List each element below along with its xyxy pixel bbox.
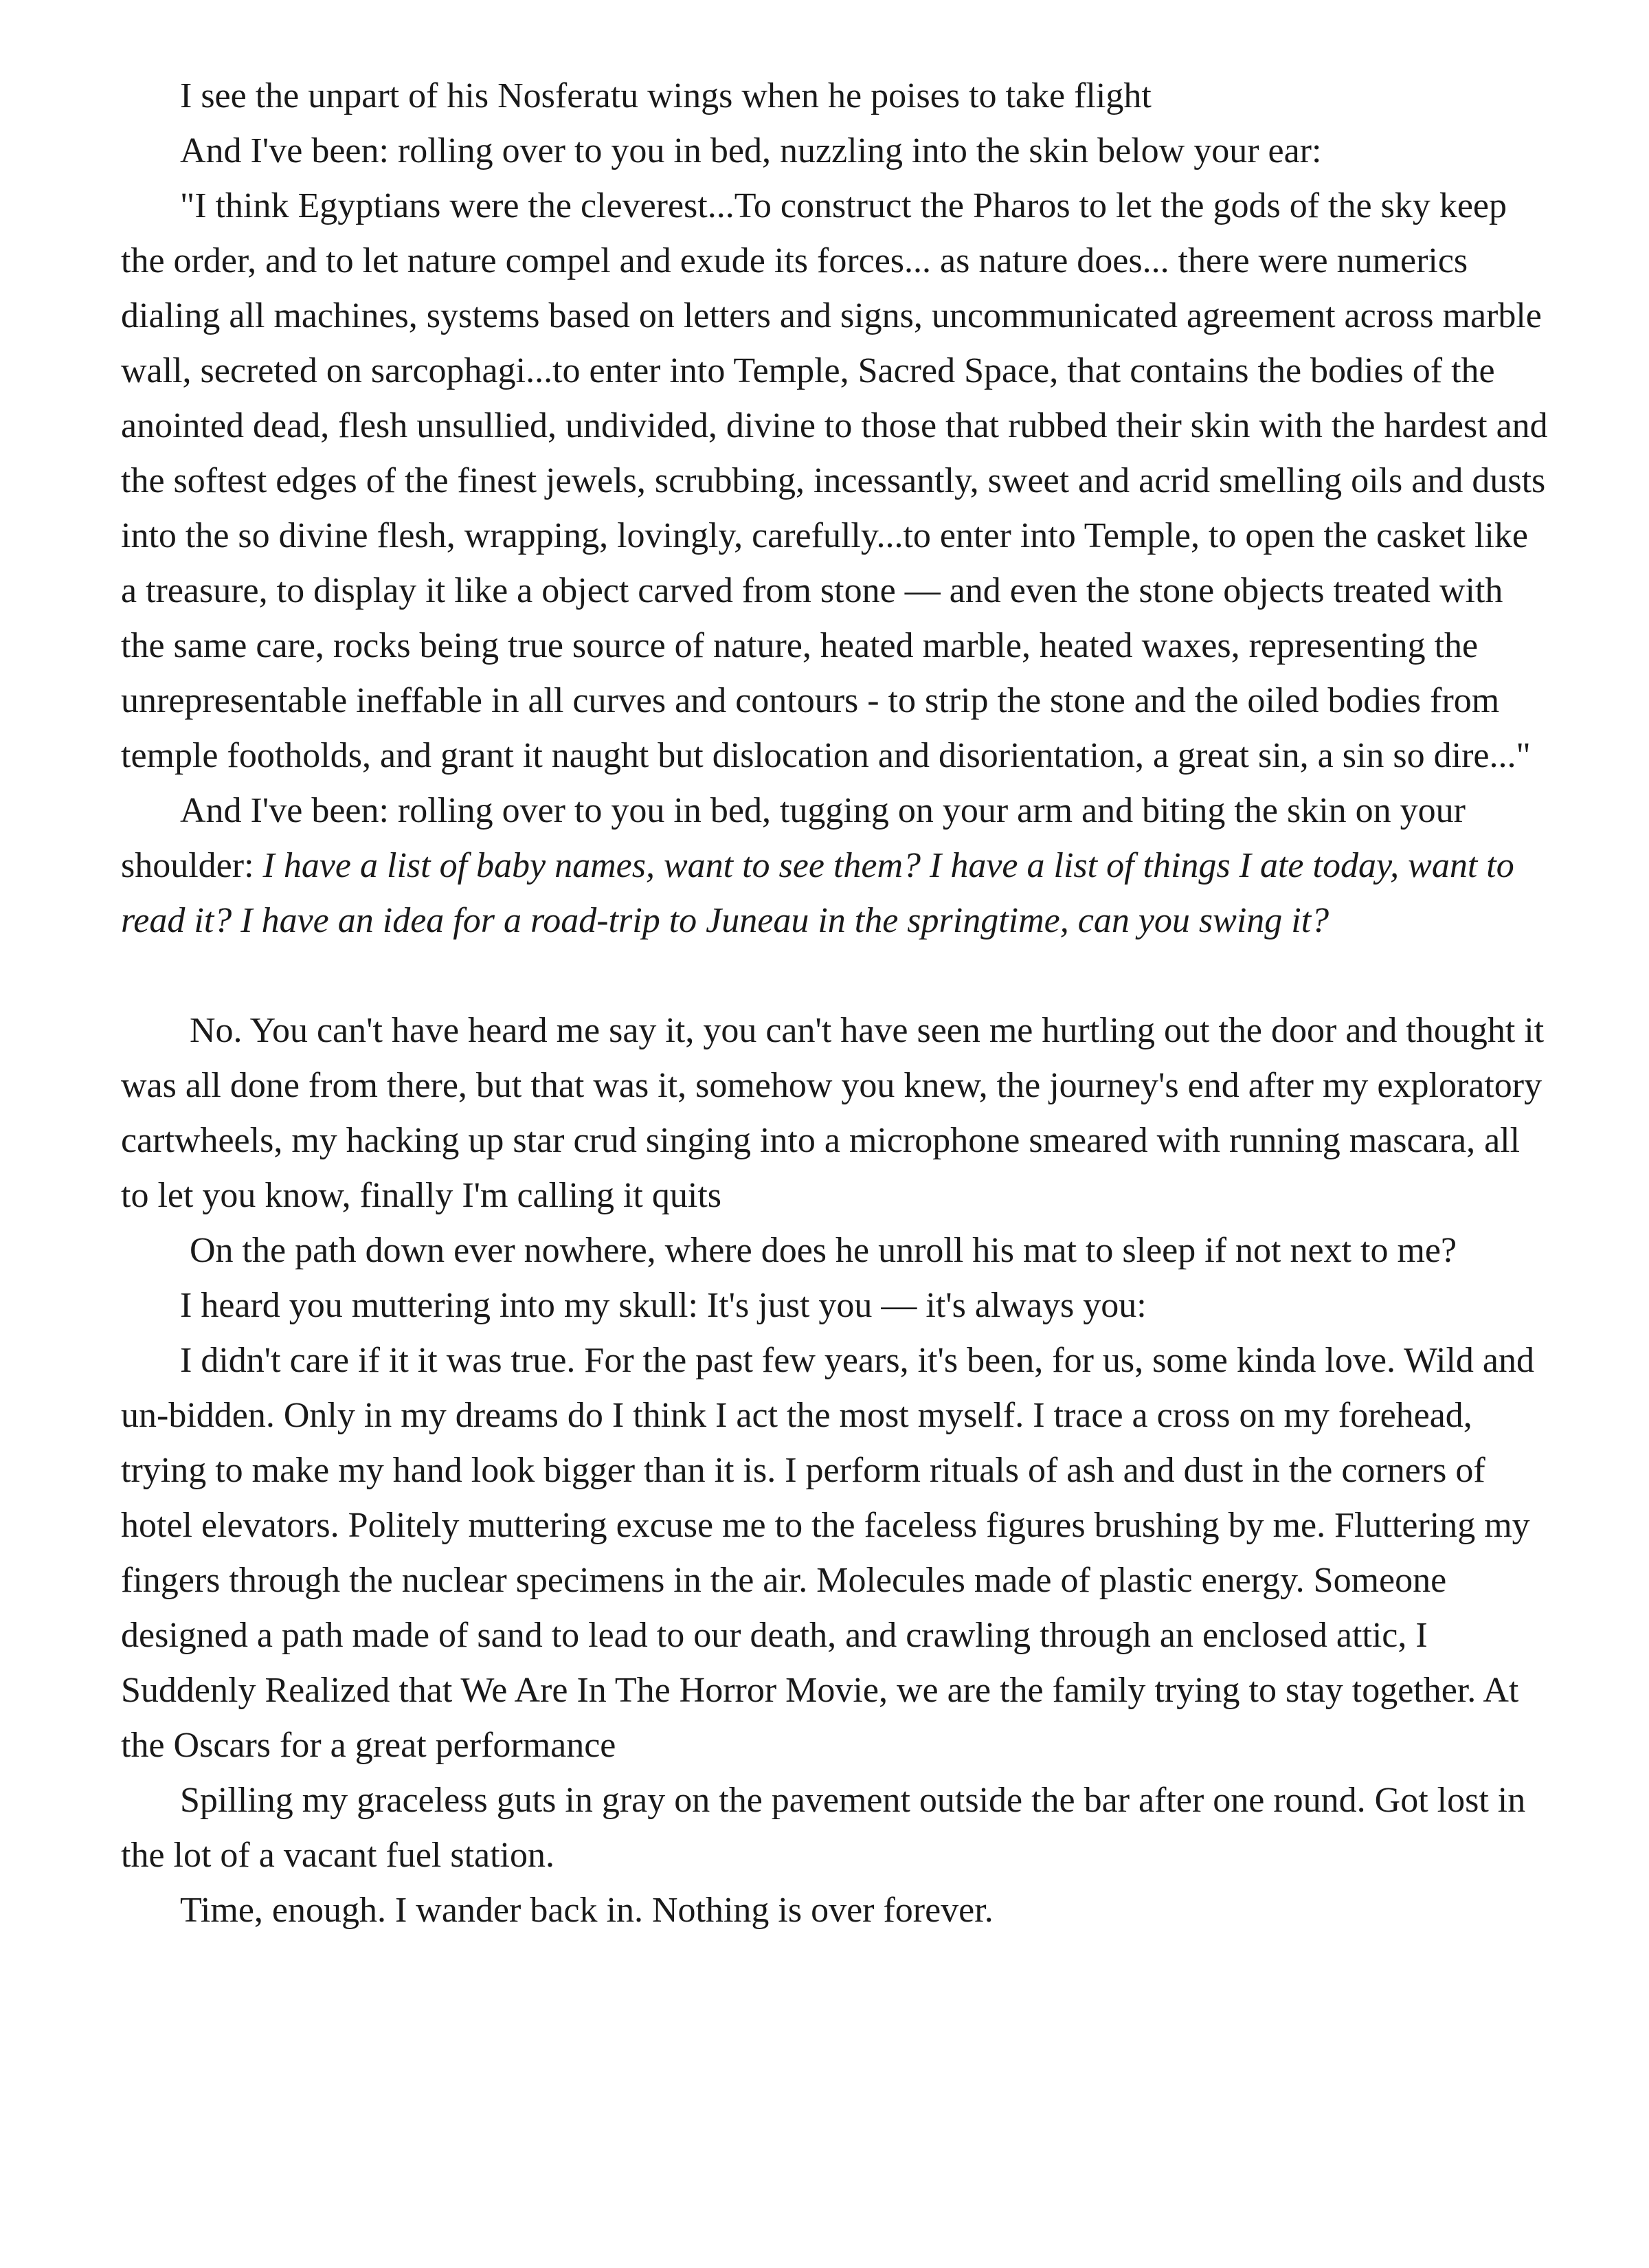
paragraph: No. You can't have heard me say it, you can't have seen me hurtling out the door and thought it was all done from there, but that was it, somehow you knew, the journey's end after my exploratory cartwheels, my hacking up star crud singing into a microphone smeared with running mascara, all to let you know, finally I'm calling it quits (121, 1011, 1545, 1215)
paragraph: I heard you muttering into my skull: It's just you — it's always you: (180, 1286, 1147, 1325)
paragraph: I see the unpart of his Nosferatu wings when he poises to take flight (180, 76, 1152, 115)
blank-line (121, 948, 1550, 1003)
paragraph: I didn't care if it it was true. For the past few years, it's been, for us, some kinda love. Wild and un-bidden. Only in my dreams do I think I act the most myself. I trace a cross on my forehead, trying to make my hand look bigger than it is. I perform rituals of ash and dust in the corners of hotel elevators. Politely muttering excuse me to the faceless figures brushing by me. Fluttering my fingers through the nuclear specimens in the air. Molecules made of plastic energy. Someone designed a path made of sand to lead to our death, and crawling through an enclosed attic, I Suddenly Realized that We Are In The Horror Movie, we are the family trying to stay together. At the Oscars for a great performance (121, 1341, 1534, 1765)
paragraph-roman-text: And I've been: rolling over to you in bed, tugging on your arm and biting the skin on your shoulder: (121, 791, 1466, 885)
paragraph: And I've been: rolling over to you in bed, nuzzling into the skin below your ear: (180, 131, 1322, 170)
paragraph: On the path down ever nowhere, where does he unroll his mat to sleep if not next to me? (190, 1231, 1457, 1270)
document-page (121, 69, 1550, 1938)
paragraph: Time, enough. I wander back in. Nothing is over forever. (180, 1891, 994, 1930)
paragraph (121, 783, 1550, 948)
paragraph: Spilling my graceless guts in gray on the pavement outside the bar after one round. Got lost in the lot of a vacant fuel station. (121, 1781, 1526, 1875)
paragraph-italic-text: I have a list of baby names, want to see them? I have a list of things I ate today, want to read it? I have an idea for a road-trip to Juneau in the springtime, can you swing it? (121, 846, 1514, 940)
paragraph: "I think Egyptians were the cleverest...To construct the Pharos to let the gods of the sky keep the order, and to let nature compel and exude its forces... as nature does... there were numerics dialing all machines, systems based on letters and signs, uncommunicated agreement across marble wall, secreted on sarcophagi...to enter into Temple, Sacred Space, that contains the bodies of the anointed dead, flesh unsullied, undivided, divine to those that rubbed their skin with the hardest and the softest edges of the finest jewels, scrubbing, incessantly, sweet and acrid smelling oils and dusts into the so divine flesh, wrapping, lovingly, carefully...to enter into Temple, to open the casket like a treasure, to display it like a object carved from stone — and even the stone objects treated with the same care, rocks being true source of nature, heated marble, heated waxes, representing the unrepresentable ineffable in all curves and contours - to strip the stone and the oiled bodies from temple footholds, and grant it naught but dislocation and disorientation, a great sin, a sin so dire..." (121, 186, 1548, 775)
